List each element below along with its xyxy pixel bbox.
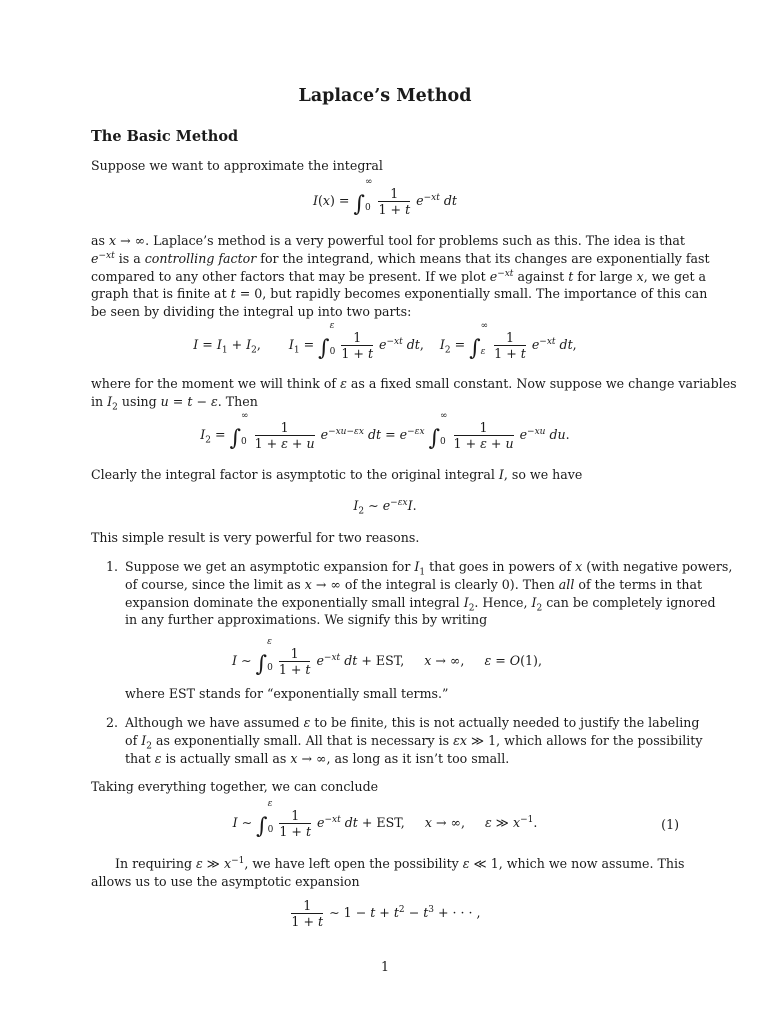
paragraph-requiring: In requiring ε ≫ $x^{-1}$, we have left open the possibility ε ≪ 1, which we now assume. This allows us to use the asymptotic expansion xyxy=(91,855,685,889)
list-item-number: 2. xyxy=(106,715,119,730)
paragraph-clearly: Clearly the integral factor is asymptotic to the original integral I, so we have xyxy=(91,467,583,482)
list-item-body: Although we have assumed ε to be finite, this is not actually needed to justify the labeling of $I_2$ as exponentially small. All that is necessary is εx ≫ 1, which allows for the possibility that ε is actually small as x → ∞, as long as it isn’t too small. xyxy=(125,715,703,766)
list-item-body: Suppose we get an asymptotic expansion for $I_1$ that goes in powers of x (with negative powers, of course, since the limit as x → ∞ of the integral is clearly 0). Then all of the terms in that expansion dominate the exponentially small integral $I_2$. Hence, $I_2$ can be completely ignored in any further approximations. We signify this by writing xyxy=(125,559,733,628)
page-title: Laplace’s Method xyxy=(298,86,472,106)
equation-number: (1) xyxy=(661,817,679,832)
list-item-number: 1. xyxy=(106,559,119,574)
paragraph-conclude: Taking everything together, we can conclude xyxy=(91,779,379,794)
paragraph-two-reasons: This simple result is very powerful for two reasons. xyxy=(91,530,420,545)
equation-est: I ∼ ∫ε 0 $\frac{1}{1 + t}$ $e^{-xt}$ dt + EST, x → ∞, ε = O(1), xyxy=(232,636,542,677)
page-number: 1 xyxy=(380,959,389,974)
paragraph-intro: Suppose we want to approximate the integral xyxy=(91,158,383,173)
equation-I2: $I_2$ = ∫∞ 0 $\frac{1}{1 + \varepsilon + u}$ $e^{-xu-\varepsilon x}$ dt = $e^{-\varepsilon x}$ ∫∞ 0 $\frac{1}{1 + \varepsilon + u}$ $e^{-xu}$ du. xyxy=(200,410,570,451)
paragraph-change-variables: where for the moment we will think of ε as a fixed small constant. Now suppose we change variables in $I_2$ using u = t − ε. Then xyxy=(91,376,737,413)
equation-series: $\frac{1}{1 + t}$ ∼ $1 - t + t^2 - t^3$ + · · · , xyxy=(291,898,481,929)
paragraph-laplace-idea: as x → ∞. Laplace’s method is a very powerful tool for problems such as this. The idea is that $e^{-xt}$ is a controlling factor for the integrand, which means that its changes are exponentially fast compared to any other factors that may be present. If we plot $e^{-xt}$ against t for large x, we get a graph that is finite at t = 0, but rapidly becomes exponentially small. The importance of this can be seen by dividing the integral up into two parts: xyxy=(91,233,710,320)
equation-main: I ∼ ∫ε 0 $\frac{1}{1 + t}$ $e^{-xt}$ dt + EST, x → ∞, ε ≫ $x^{-1}$. xyxy=(232,798,538,839)
equation-split: $I = I_1 + I_2$, $I_1 = \int\varepsilon$ 0 $\frac{1}{1 + t}$ $e^{-xt}$ dt, $I_2$ = ∫∞ ε $\frac{1}{1 + t}$ $e^{-xt}$ dt, xyxy=(193,320,577,361)
equation-Ix: I(x) = ∫∞ 0 $\frac{1}{1 + t}$ $e^{-xt}$ dt xyxy=(313,176,457,217)
paragraph-est-def: where EST stands for “exponentially small terms.” xyxy=(125,686,449,701)
section-heading: The Basic Method xyxy=(91,128,239,145)
equation-asymptotic: $I_2$ ∼ $e^{-\varepsilon x}I$. xyxy=(353,497,417,517)
